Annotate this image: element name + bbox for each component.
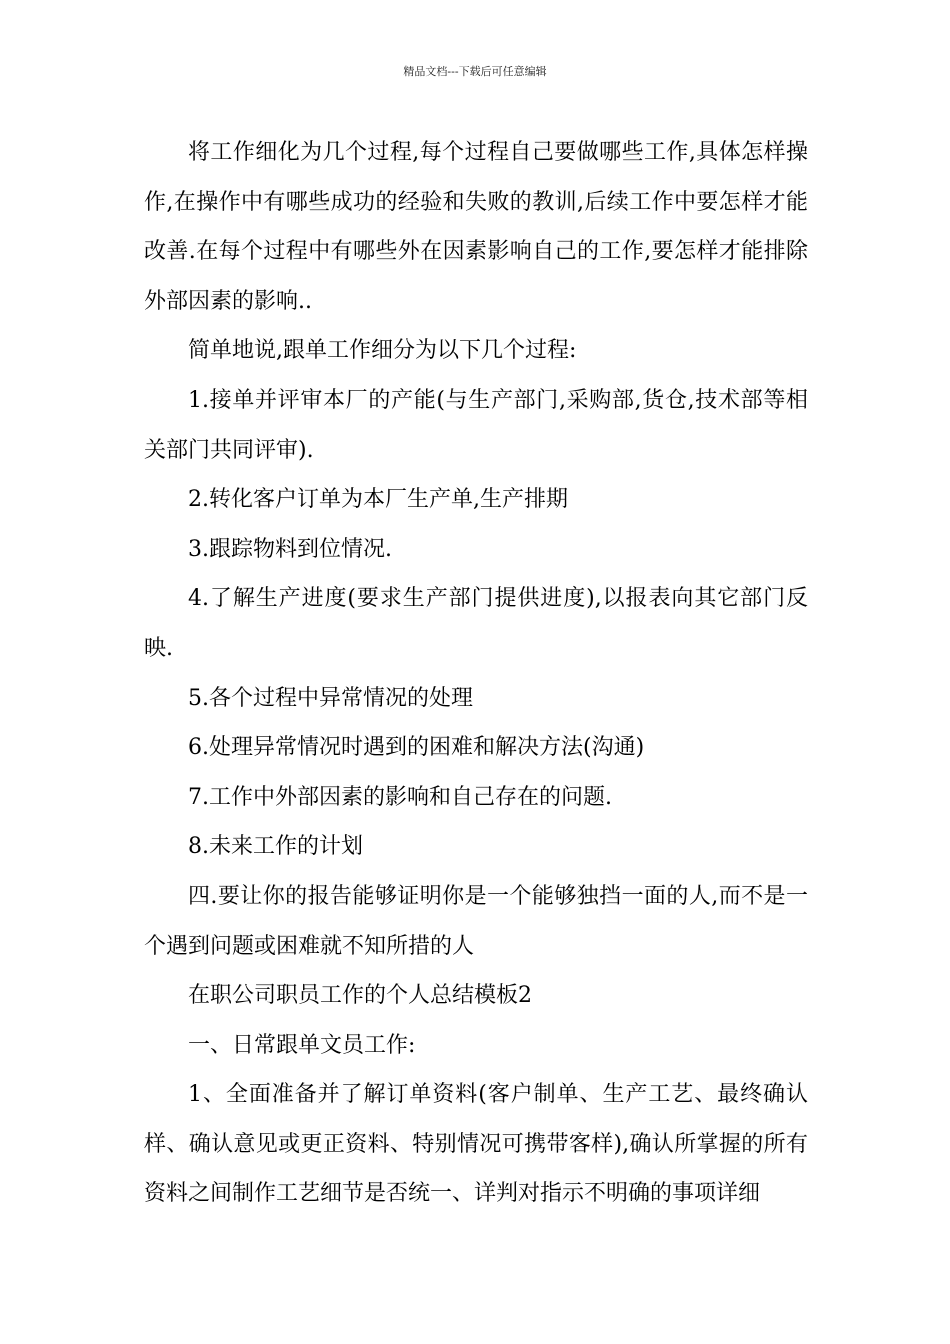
list-item-3: 3.跟踪物料到位情况. <box>188 536 392 562</box>
paragraph-section-four: 四.要让你的报告能够证明你是一个能够独挡一面的人,而不是一个遇到问题或困难就不知所措的人 <box>144 883 808 959</box>
paragraph-process-intro: 简单地说,跟单工作细分为以下几个过程: <box>188 338 577 364</box>
section-heading-daily-work: 一、日常跟单文员工作: <box>188 1032 416 1058</box>
list-item-4: 4.了解生产进度(要求生产部门提供进度),以报表向其它部门反映. <box>144 586 808 661</box>
paragraph-order-preparation: 1、全面准备并了解订单资料(客户制单、生产工艺、最终确认样、确认意见或更正资料、特别情况可携带客样),确认所掌握的所有资料之间制作工艺细节是否统一、详判对指示不明确的事项详细 <box>144 1082 808 1207</box>
page-header: 精品文档---下载后可任意编辑 <box>403 65 547 78</box>
list-item-6: 6.处理异常情况时遇到的困难和解决方法(沟通) <box>188 735 645 761</box>
list-item-2: 2.转化客户订单为本厂生产单,生产排期 <box>188 487 568 513</box>
section-title-template-2: 在职公司职员工作的个人总结模板2 <box>188 983 532 1009</box>
paragraph-work-breakdown: 将工作细化为几个过程,每个过程自己要做哪些工作,具体怎样操作,在操作中有哪些成功的经验和失败的教训,后续工作中要怎样才能改善.在每个过程中有哪些外在因素影响自己的工作,要怎样才能排除外部因素的影响.. <box>144 140 808 314</box>
document-body <box>144 128 808 1219</box>
list-item-1: 1.接单并评审本厂的产能(与生产部门,采购部,货仓,技术部等相关部门共同评审). <box>144 387 808 463</box>
list-item-5: 5.各个过程中异常情况的处理 <box>188 685 473 711</box>
list-item-7: 7.工作中外部因素的影响和自己存在的问题. <box>188 784 612 810</box>
list-item-8: 8.未来工作的计划 <box>188 834 363 860</box>
